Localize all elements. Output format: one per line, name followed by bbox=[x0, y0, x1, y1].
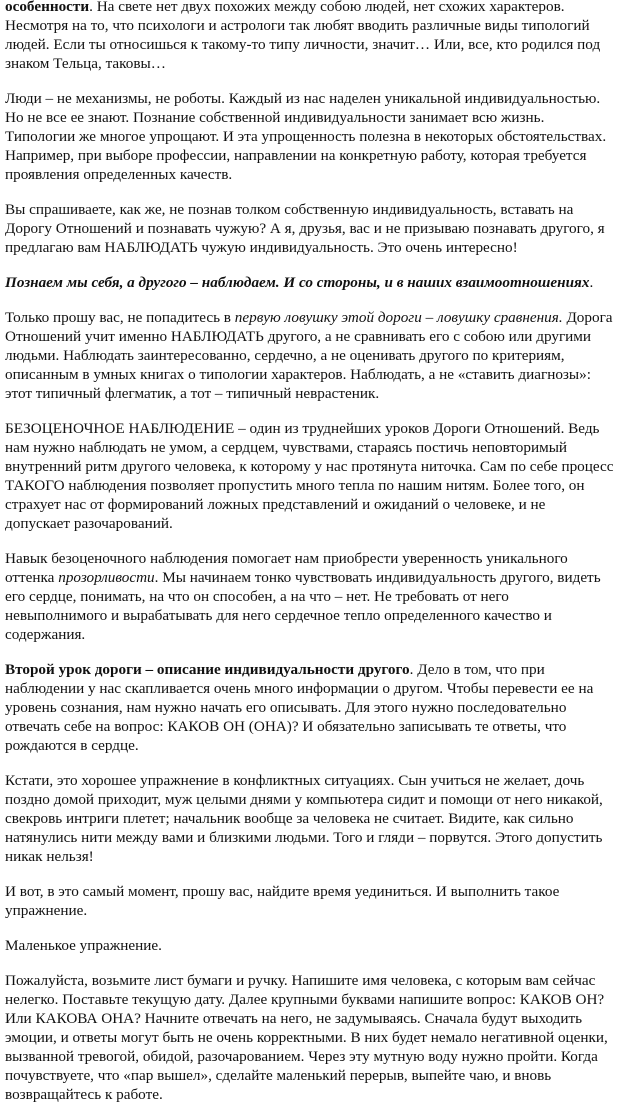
paragraph bbox=[5, 936, 614, 955]
text-segment: . Мы начинаем тонко чувствовать индивидуальность другого, видеть его сердце, понимать, на что он способен, а на что – нет. Не требовать от него невыполнимого и вырабатывать для него сердечное тепло определенного качество и содержания. bbox=[5, 569, 601, 643]
paragraph bbox=[5, 200, 614, 257]
paragraph bbox=[5, 89, 614, 184]
document-body bbox=[5, 0, 614, 1104]
text-segment: Пожалуйста, возьмите лист бумаги и ручку. Напишите имя человека, с которым вам сейчас нелегко. Поставьте текущую дату. Далее крупными буквами напишите вопрос: КАКОВ ОН? Или КАКОВА ОНА? Начните отвечать на него, не задумываясь. Сначала будут выходить эмоции, и ответы могут быть не очень корректными. В них будет немало негативной оценки, вызванной тревогой, обидой, разочарованием. Через эту мутную воду нужно пройти. Когда почувствуете, что «пар вышел», сделайте маленький перерыв, выпейте чаю, и вновь возвращайтесь к работе. bbox=[5, 972, 608, 1103]
paragraph bbox=[5, 971, 614, 1104]
text-segment: БЕЗОЦЕНОЧНОЕ НАБЛЮДЕНИЕ – один из труднейших уроков Дороги Отношений. Ведь нам нужно наблюдать не умом, а сердцем, чувствами, стараясь постичь неповторимый внутренний ритм другого человека, к которому у нас протянута ниточка. Сам по себе процесс ТАКОГО наблюдения позволяет пропустить много тепла по нашим нитям. Более того, он страхует нас от формирований ложных представлений и ожиданий о человеке, и не допускает разочарований. bbox=[5, 420, 614, 532]
text-segment: Вы спрашиваете, как же, не познав толком собственную индивидуальность, вставать на Дорогу Отношений и познавать чужую? А я, друзья, вас и не призываю познавать другого, я предлагаю вам НАБЛЮДАТЬ чужую индивидуальность. Это очень интересно! bbox=[5, 201, 605, 256]
text-segment: Кстати, это хорошее упражнение в конфликтных ситуациях. Сын учиться не желает, дочь поздно домой приходит, муж целыми днями у компьютера сидит и помощи от него никакой, свекровь интриги плетет; начальник вообще за человека не считает. Видите, как сильно натянулись нити между вами и близкими людьми. Того и гляди – порвутся. Этого допустить никак нельзя! bbox=[5, 772, 603, 865]
paragraph bbox=[5, 419, 614, 533]
bold-text: Второй урок дороги – описание индивидуальности другого bbox=[5, 661, 410, 678]
text-segment: Навык безоценочного наблюдения помогает нам приобрести уверенность уникального оттенка bbox=[5, 550, 568, 586]
text-segment: Люди – не механизмы, не роботы. Каждый из нас наделен уникальной индивидуальностью. Но не все ее знают. Познание собственной индивидуальности занимает всю жизнь. Типологии же многое упрощают. И эта упрощенность полезна в некоторых обстоятельствах. Например, при выборе профессии, направлении на конкретную работу, которая требуется проявления определенных качеств. bbox=[5, 90, 607, 183]
paragraph bbox=[5, 549, 614, 644]
paragraph bbox=[5, 771, 614, 866]
paragraph bbox=[5, 882, 614, 920]
text-segment: И вот, в это самый момент, прошу вас, найдите время уединиться. И выполнить такое упражнение. bbox=[5, 883, 560, 919]
paragraph bbox=[5, 273, 614, 292]
paragraph bbox=[5, 660, 614, 755]
text-segment: Маленькое упражнение. bbox=[5, 937, 162, 954]
text-segment: Дорога Отношений учит именно НАБЛЮДАТЬ другого, а не сравнивать его с собою или другими людьми. Наблюдать заинтересованно, сердечно, а не оценивать другого по критериям, описанным в умных книгах о типологии характеров. Наблюдать, а не «ставить диагнозы»: этот типичный флегматик, а тот – типичный неврастеник. bbox=[5, 309, 613, 402]
bold-italic-text: Познаем мы себя, а другого – наблюдаем. И со стороны, и в наших взаимоотношениях bbox=[5, 274, 590, 291]
italic-text: прозорливости bbox=[58, 569, 155, 586]
bold-text: особенности bbox=[5, 0, 90, 15]
paragraph bbox=[5, 308, 614, 403]
italic-text: первую ловушку этой дороги – ловушку сравнения. bbox=[234, 309, 563, 326]
text-segment: Только прошу вас, не попадитесь в bbox=[5, 309, 235, 326]
paragraph bbox=[5, 0, 614, 73]
text-segment: . На свете нет двух похожих между собою людей, нет схожих характеров. Несмотря на то, что психологи и астрологи так любят вводить различные виды типологий людей. Если ты относишься к такому-то типу личности, значит… Или, все, кто родился под знаком Тельца, таковы… bbox=[5, 0, 601, 72]
text-segment: . Дело в том, что при наблюдении у нас скапливается очень много информации о другом. Чтобы перевести ее на уровень сознания, нам нужно начать его описывать. Для этого нужно последовательно отвечать себе на вопрос: КАКОВ ОН (ОНА)? И обязательно записывать те ответы, что рождаются в сердце. bbox=[5, 661, 594, 754]
text-segment: . bbox=[589, 274, 594, 291]
